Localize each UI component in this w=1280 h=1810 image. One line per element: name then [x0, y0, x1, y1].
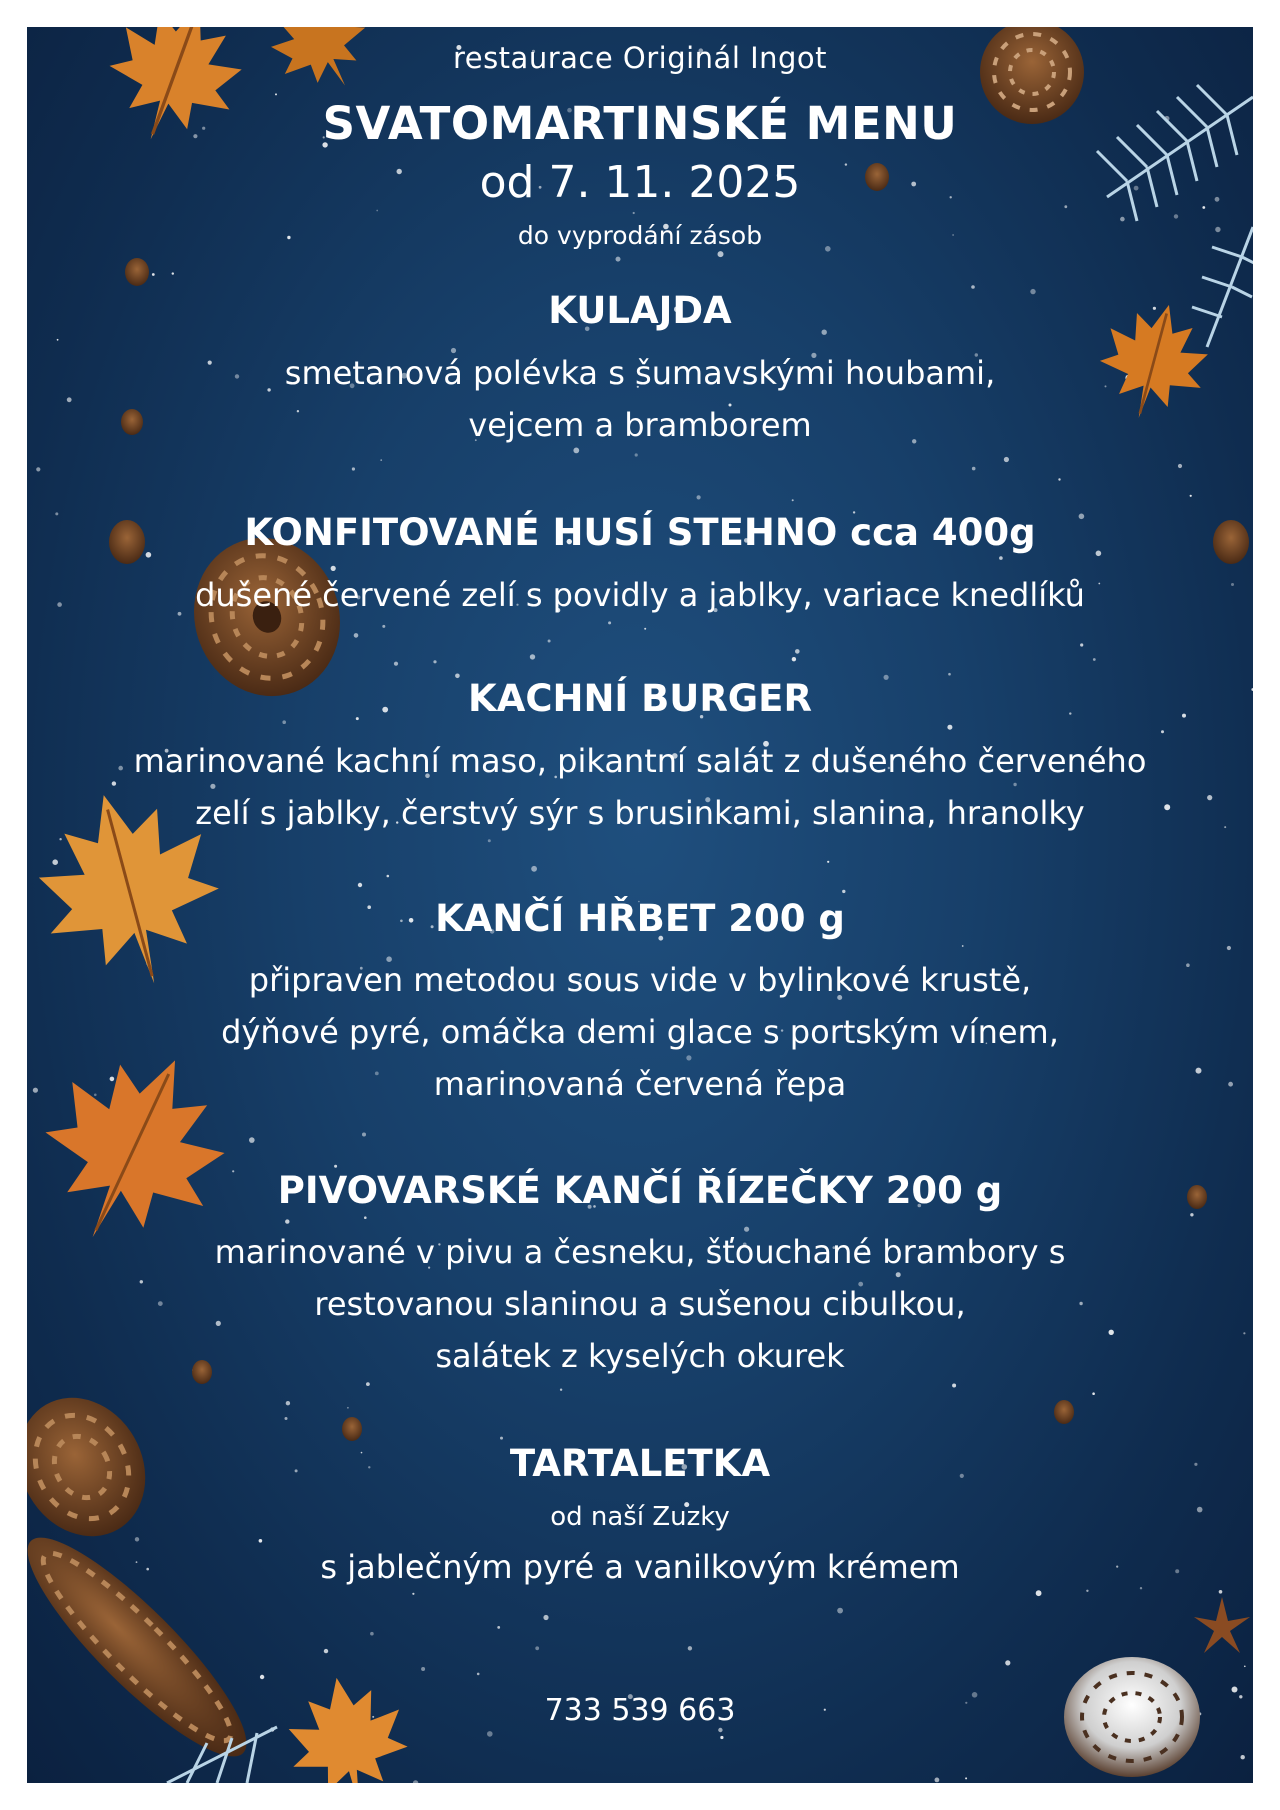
snow-dot — [376, 210, 378, 212]
snow-dot — [633, 212, 635, 214]
dish-description-line: marinované v pivu a česneku, šťouchané brambory s — [214, 1233, 1066, 1271]
snow-dot — [999, 556, 1003, 560]
snow-dot — [286, 1401, 290, 1405]
dish-name-kulajda: KULAJDA — [548, 289, 732, 332]
snow-dot — [616, 257, 621, 262]
phone-number: 733 539 663 — [544, 1693, 736, 1728]
dish-description-tartlet — [27, 1541, 1253, 1593]
snow-dot — [935, 1778, 940, 1783]
snow-dot — [1190, 1213, 1193, 1216]
snow-dot — [635, 453, 638, 456]
snow-dot — [827, 861, 829, 863]
snow-dot — [324, 1649, 328, 1653]
snow-dot — [795, 649, 800, 654]
snow-dot — [962, 945, 964, 947]
snow-dot — [1058, 478, 1060, 480]
snow-dot — [260, 1675, 264, 1679]
snow-dot — [500, 1437, 503, 1440]
dish-description-line: připraven metodou sous vide v bylinkové krustě, — [248, 961, 1032, 999]
snow-dot — [394, 662, 398, 666]
snow-dot — [275, 93, 277, 95]
snow-dot — [497, 1626, 500, 1629]
snow-dot — [548, 640, 551, 643]
snow-dot — [718, 251, 724, 257]
snow-dot — [543, 1615, 548, 1620]
dish-description-line: dýňové pyré, omáčka demi glace s portským vínem, — [221, 1013, 1059, 1051]
snow-dot — [352, 467, 355, 470]
dish-description-line: zelí s jablky, čerstvý sýr s brusinkami, slanina, hranolky — [195, 794, 1085, 832]
snow-dot — [952, 1384, 956, 1388]
snow-dot — [948, 673, 951, 676]
snow-dot — [370, 1632, 374, 1636]
snow-dot — [718, 1728, 722, 1732]
dish-description-line: marinované kachní maso, pikantní salát z dušeného červeného — [133, 742, 1147, 780]
snow-dot — [688, 1646, 692, 1650]
dish-description-kulajda — [27, 347, 1253, 451]
dish-description-boar-loin — [27, 954, 1253, 1110]
dish-name-goose-leg: KONFITOVANÉ HUSÍ STEHNO cca 400g — [244, 511, 1036, 554]
snow-dot — [1227, 946, 1231, 950]
snow-dot — [530, 654, 535, 659]
snow-dot — [433, 660, 436, 663]
dish-subtitle-tartlet: od naší Zuzky — [550, 1502, 730, 1532]
star-anise-icon — [1194, 1597, 1250, 1653]
snow-dot — [364, 1216, 367, 1219]
dish-description-line: dušené červené zelí s povidly a jablky, variace knedlíků — [195, 576, 1085, 614]
snow-dot — [285, 1417, 288, 1420]
snow-dot — [347, 1407, 349, 1409]
snow-dot — [531, 866, 537, 872]
snow-dot — [1244, 1666, 1246, 1668]
snow-dot — [837, 1608, 843, 1614]
dish-description-line: vejcem a bramborem — [468, 406, 812, 444]
dish-description-boar-schnitzels — [27, 1226, 1253, 1382]
snow-dot — [1232, 1687, 1238, 1693]
snow-dot — [285, 1219, 289, 1223]
dish-name-boar-loin: KANČÍ HŘBET 200 g — [435, 897, 845, 940]
pine-cone-icon — [1054, 1400, 1074, 1424]
snow-dot — [152, 273, 155, 276]
snow-dot — [1092, 1392, 1095, 1395]
snow-dot — [1093, 658, 1096, 661]
snow-dot — [1080, 643, 1083, 646]
pine-cone-icon — [125, 258, 149, 286]
menu-date: od 7. 11. 2025 — [479, 157, 801, 208]
snow-dot — [972, 467, 976, 471]
dish-description-line: salátek z kyselých okurek — [435, 1337, 845, 1375]
snow-dot — [421, 1667, 425, 1671]
snow-dot — [487, 1731, 493, 1737]
snow-dot — [965, 1777, 967, 1779]
snow-dot — [249, 1137, 255, 1143]
menu-title: SVATOMARTINSKÉ MENU — [322, 97, 958, 150]
snow-dot — [1161, 730, 1164, 733]
snow-dot — [282, 720, 286, 724]
snow-dot — [792, 657, 796, 661]
snow-dot — [380, 459, 382, 461]
snow-dot — [1178, 464, 1182, 468]
snow-dot — [792, 499, 794, 501]
dish-description-line: marinovaná červená řepa — [433, 1065, 847, 1103]
dish-name-tartlet: TARTALETKA — [509, 1442, 771, 1485]
menu-poster — [27, 27, 1253, 1783]
snow-dot — [358, 883, 362, 887]
snow-dot — [1190, 495, 1192, 497]
snow-dot — [535, 1646, 539, 1650]
snow-dot — [354, 633, 359, 638]
dish-description-goose-leg — [27, 569, 1253, 621]
snow-dot — [382, 625, 385, 628]
snow-dot — [1004, 457, 1009, 462]
snow-dot — [644, 628, 646, 630]
snow-dot — [334, 1165, 337, 1168]
snow-dot — [387, 875, 390, 878]
snow-dot — [947, 725, 952, 730]
snow-dot — [36, 467, 40, 471]
snow-dot — [1005, 1660, 1010, 1665]
snow-dot — [842, 890, 845, 893]
snow-dot — [412, 1593, 414, 1595]
snow-dot — [362, 1133, 366, 1137]
snow-dot — [172, 272, 174, 274]
restaurant-name: restaurace Originál Ingot — [452, 41, 828, 75]
snow-dot — [366, 1382, 370, 1386]
dish-name-duck-burger: KACHNÍ BURGER — [468, 677, 812, 720]
snow-dot — [413, 1780, 418, 1783]
dish-name-boar-schnitzels: PIVOVARSKÉ KANČÍ ŘÍZEČKY 200 g — [277, 1169, 1003, 1212]
snow-dot — [608, 621, 611, 624]
pine-cone-icon — [342, 1417, 362, 1441]
dish-description-line: s jablečným pyré a vanilkovým krémem — [320, 1548, 960, 1586]
snow-dot — [560, 1389, 562, 1391]
snow-dot — [52, 859, 58, 865]
snow-dot — [477, 1673, 480, 1676]
dish-description-duck-burger — [27, 735, 1253, 839]
snow-dot — [1174, 214, 1178, 218]
snow-dot — [488, 839, 491, 842]
availability-note: do vyprodání zásob — [517, 221, 763, 250]
snow-dot — [697, 495, 701, 499]
dish-description-line: smetanová polévka s šumavskými houbami, — [284, 354, 996, 392]
snow-dot — [57, 339, 59, 341]
dish-description-line: restovanou slaninou a sušenou cibulkou, — [314, 1285, 966, 1323]
snow-dot — [720, 1736, 723, 1739]
snow-dot — [1241, 1755, 1245, 1759]
